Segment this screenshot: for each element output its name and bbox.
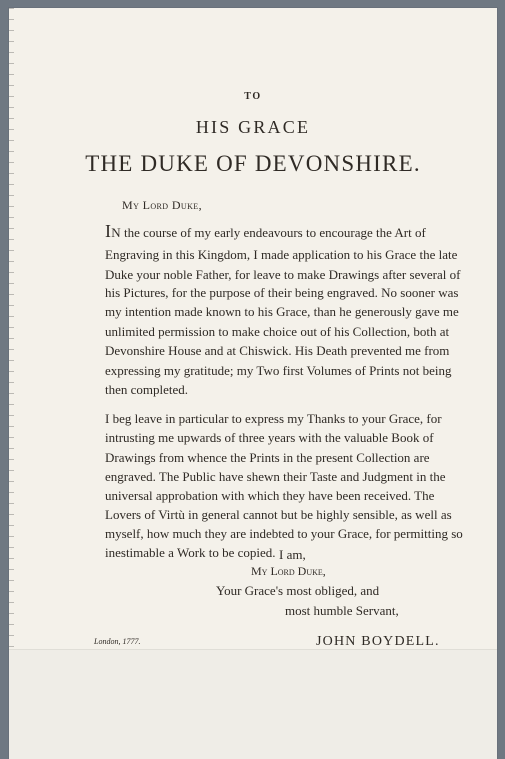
dedication-duke-title: THE DUKE OF DEVONSHIRE. — [85, 151, 421, 176]
signature-name: JOHN BOYDELL. — [316, 634, 440, 649]
drop-cap: In — [105, 221, 121, 241]
paragraph-1-line-1 — [105, 221, 426, 242]
paragraph-1-line-9: then completed. — [105, 382, 189, 397]
document-page — [9, 8, 497, 759]
closing-i-am: I am, — [279, 547, 306, 562]
paragraph-2-line-7: myself, how much they are indebted to your Grace, for permitting so — [105, 526, 463, 541]
closing-my-lord-duke: My Lord Duke, — [251, 564, 326, 578]
paragraph-1-line-7: Devonshire House and at Chiswick. His Death prevented me from — [105, 343, 450, 358]
paragraph-1-line-8: expressing my gratitude; my Two first Volumes of Prints not being — [105, 363, 452, 378]
paragraph-1-line-1-text: the course of my early endeavours to encourage the Art of — [120, 225, 426, 240]
paragraph-2-line-1: I beg leave in particular to express my Thanks to your Grace, for — [105, 411, 442, 426]
paragraph-2-line-6: Lovers of Virtù in general cannot but be highly sensible, as well as — [105, 507, 452, 522]
paragraph-2-line-8: inestimable a Work to be copied. — [105, 545, 276, 560]
paragraph-1-line-5: my intention made known to his Grace, than he generously gave me — [105, 304, 459, 319]
closing-obliged: Your Grace's most obliged, and — [216, 583, 380, 598]
paragraph-2-line-5: universal approbation with which they have been received. The — [105, 488, 435, 503]
paragraph-1-line-3: Duke your noble Father, for leave to make Drawings after several of — [105, 267, 461, 282]
dedication-his-grace: HIS GRACE — [195, 117, 311, 137]
paragraph-2-line-2: intrusting me upwards of three years with the valuable Book of — [105, 430, 434, 445]
paragraph-1-line-6: unlimited permission to make choice out of his Collection, both at — [105, 324, 450, 339]
paragraph-1-line-4: his Pictures, for the purpose of their being engraved. No sooner was — [105, 285, 459, 300]
paragraph-2-line-3: Drawings from whence the Prints in the present Collection are — [105, 450, 430, 465]
paragraph-2-line-4: engraved. The Public have shewn their Taste and Judgment in the — [105, 469, 446, 484]
salutation: My Lord Duke, — [122, 198, 202, 212]
page-lower-margin — [9, 650, 497, 759]
dedication-to: TO — [244, 91, 262, 102]
closing-servant: most humble Servant, — [285, 603, 399, 618]
place-and-date: London, 1777. — [94, 637, 141, 646]
paragraph-1-line-2: Engraving in this Kingdom, I made application to his Grace the late — [105, 247, 458, 262]
